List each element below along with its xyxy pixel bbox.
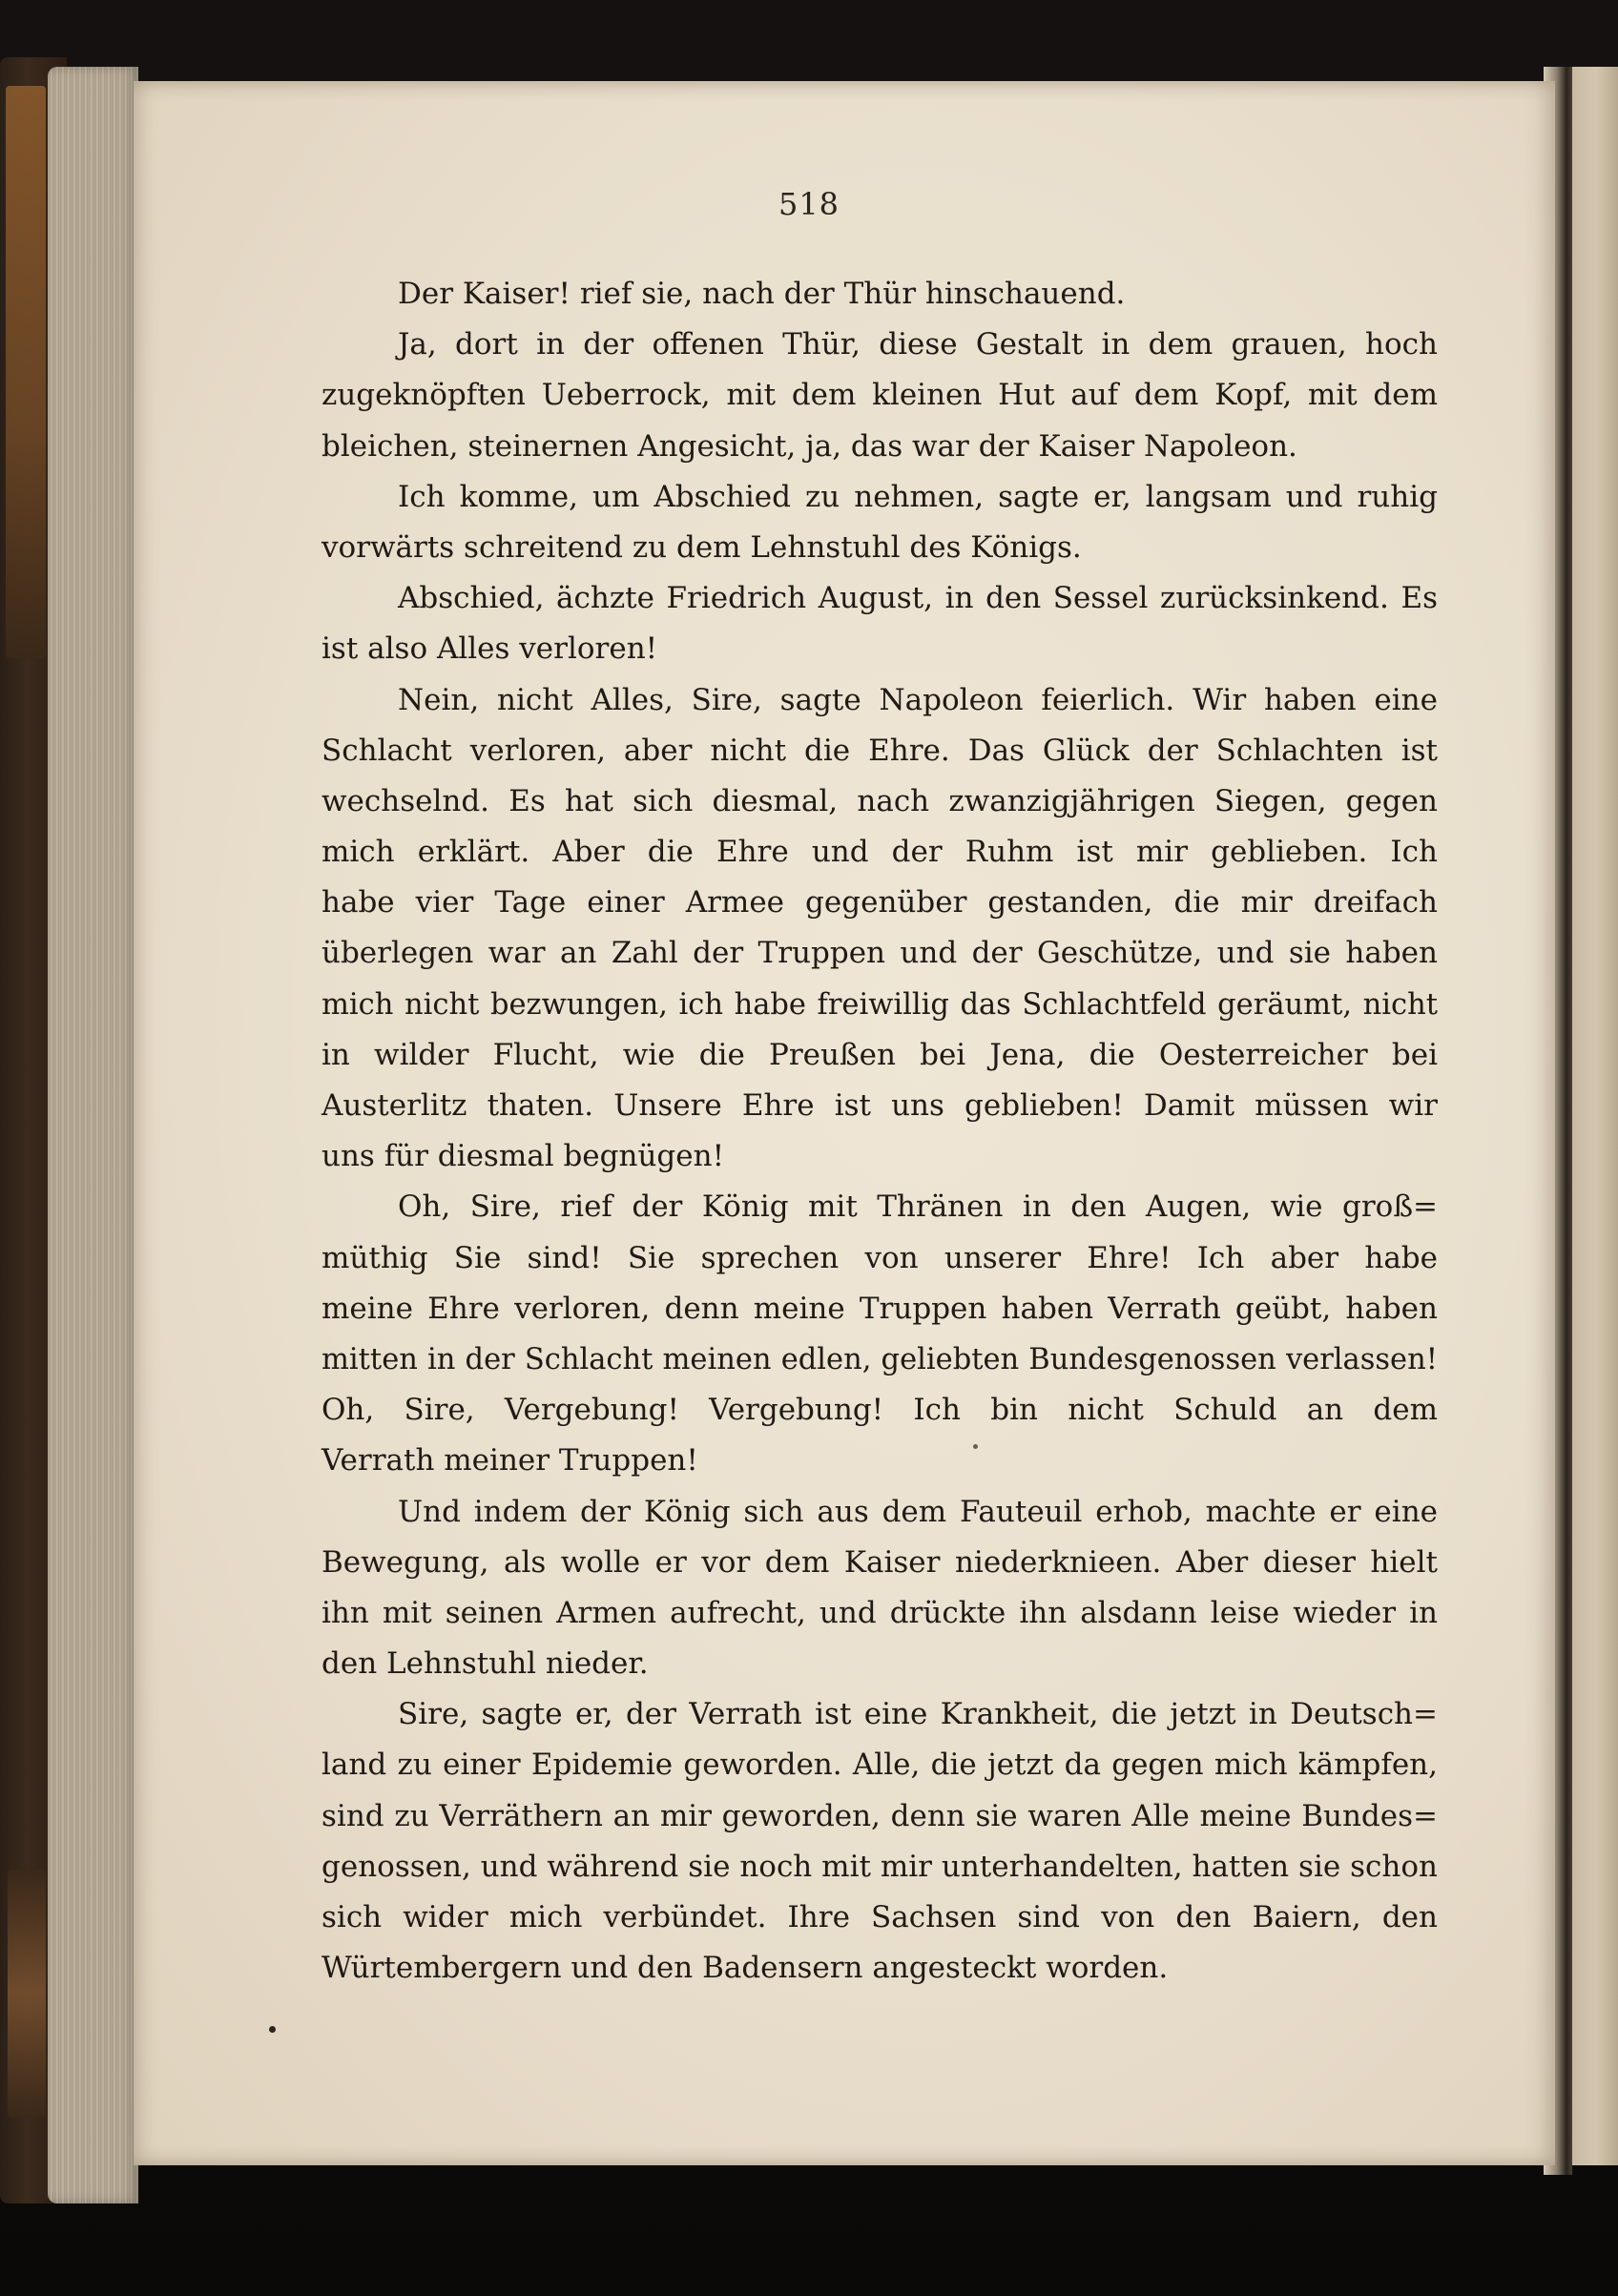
text-line: uns für diesmal begnügen! [322,1139,725,1174]
text-line: Abschied, ächzte Friedrich August, in den Sessel zurücksinkend. Es [398,581,1438,616]
text-line: zugeknöpften Ueberrock, mit dem kleinen Hut auf dem Kopf, mit dem [322,378,1438,413]
text-line: land zu einer Epidemie geworden. Alle, die jetzt da gegen mich kämpfen, [322,1748,1438,1783]
ink-dot [269,2026,276,2033]
text-line: bleichen, steinernen Angesicht, ja, das war der Kaiser Napoleon. [322,428,1297,464]
text-line: wechselnd. Es hat sich diesmal, nach zwanzigjährigen Siegen, gegen [322,783,1438,818]
text-line: Und indem der König sich aus dem Fauteuil erhob, machte er eine [398,1494,1438,1529]
text-line: Verrath meiner Truppen! [322,1443,698,1479]
text-line: Der Kaiser! rief sie, nach der Thür hinschauend. [398,277,1126,311]
cover-wear-patch [6,86,46,658]
text-line: Ich komme, um Abschied zu nehmen, sagte er, langsam und ruhig [398,479,1438,514]
text-line: Würtembergern und den Badensern angesteckt worden. [322,1951,1169,1986]
body-text [322,269,1438,1994]
text-line: ihn mit seinen Armen aufrecht, und drückte ihn alsdann leise wieder in [322,1595,1438,1630]
text-line: Ja, dort in der offenen Thür, diese Gestalt in dem grauen, hoch [398,327,1438,362]
text-line: sich wider mich verbündet. Ihre Sachsen sind von den Baiern, den [322,1900,1438,1934]
text-line: überlegen war an Zahl der Truppen und der Geschütze, und sie haben [322,936,1438,971]
text-line: vorwärts schreitend zu dem Lehnstuhl des Königs. [322,529,1082,565]
text-line: mich nicht bezwungen, ich habe freiwillig das Schlachtfeld geräumt, nicht [322,987,1438,1022]
text-line: meine Ehre verloren, denn meine Truppen haben Verrath geübt, haben [322,1291,1438,1326]
text-line: sind zu Verräthern an mir geworden, denn sie waren Alle meine Bundes= [322,1798,1438,1833]
cover-wear-patch [8,1870,46,2118]
text-line: Schlacht verloren, aber nicht die Ehre. Das Glück der Schlachten ist [322,733,1438,768]
text-line: genossen, und während sie noch mit mir unterhandelten, hatten sie schon [322,1849,1438,1884]
text-line: Sire, sagte er, der Verrath ist eine Krankheit, die jetzt in Deutsch= [398,1697,1438,1732]
text-line: Nein, nicht Alles, Sire, sagte Napoleon feierlich. Wir haben eine [398,682,1438,717]
paper-speck [973,1444,978,1449]
text-line: Bewegung, als wolle er vor dem Kaiser niederknieen. Aber dieser hielt [322,1544,1438,1580]
text-line: müthig Sie sind! Sie sprechen von unserer Ehre! Ich aber habe [322,1240,1438,1275]
text-line: mich erklärt. Aber die Ehre und der Ruhm ist mir geblieben. Ich [322,835,1438,870]
text-line: in wilder Flucht, wie die Preußen bei Jena, die Oesterreicher bei [322,1037,1438,1072]
text-line: ist also Alles verloren! [322,631,658,667]
text-line: den Lehnstuhl nieder. [322,1646,649,1682]
page-edges [48,67,138,2203]
text-line: Oh, Sire, rief der König mit Thränen in den Augen, wie groß= [398,1189,1438,1225]
text-line: Austerlitz thaten. Unsere Ehre ist uns geblieben! Damit müssen wir [322,1088,1438,1123]
page-number: 518 [778,186,840,222]
text-line: mitten in der Schlacht meinen edlen, geliebten Bundesgenossen verlassen! [322,1342,1438,1376]
text-line: Oh, Sire, Vergebung! Vergebung! Ich bin nicht Schuld an dem [322,1393,1438,1428]
text-line: habe vier Tage einer Armee gegenüber gestanden, die mir dreifach [322,885,1438,920]
